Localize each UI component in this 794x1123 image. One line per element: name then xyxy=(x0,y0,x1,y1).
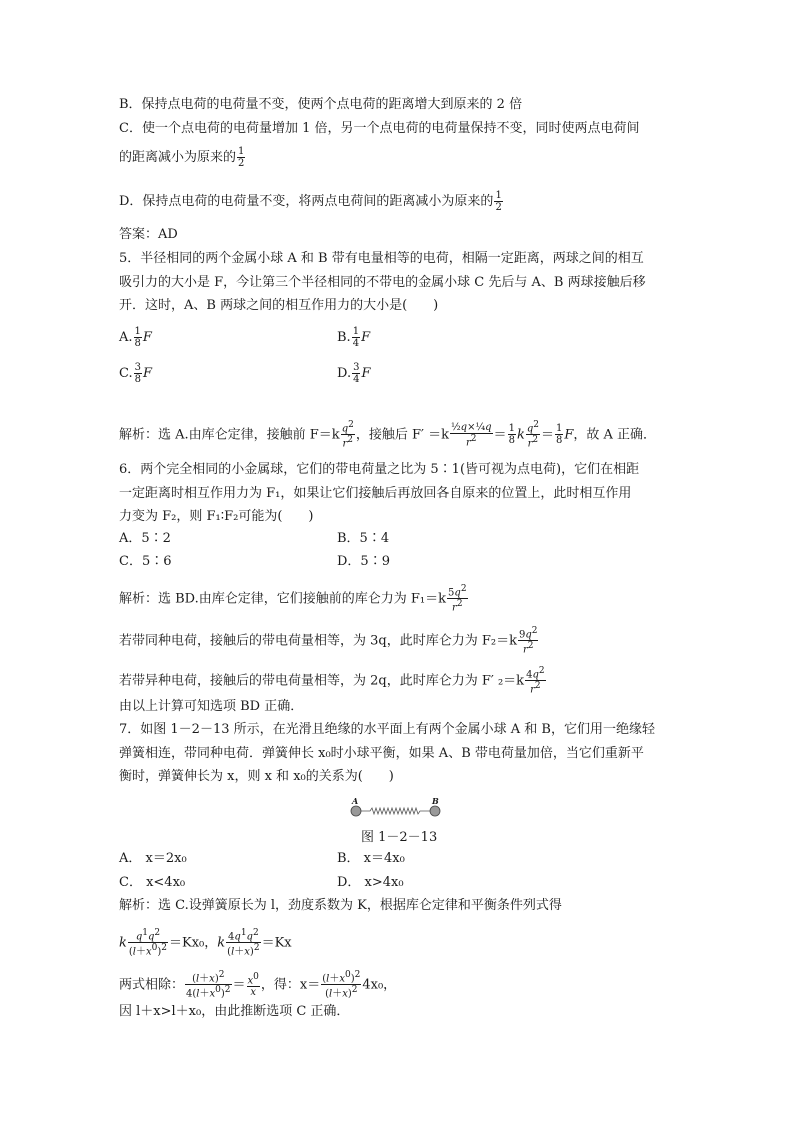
q5-solution: 解析：选 A.由库仑定律，接触前 F＝k $\frac{q^2}{r^2}$ ，接触后 F′ ＝k $\frac{\text{½q×¼q}}{r^2}$ ＝ $\frac{1}{8}$ k $\frac{q^2}{r^2}$ ＝ $\frac{1}{8}$ F，故 A 正确． xyxy=(119,420,657,450)
ball-a xyxy=(351,806,361,816)
answer-line: 答案：AD xyxy=(119,227,178,242)
q7-solution-line4: 因 l＋x>l＋x₀，由此推断选项 C 正确． xyxy=(119,1004,350,1019)
q6-option-c: C．5∶6 xyxy=(119,554,172,569)
q6-solution-line4: 由以上计算可知选项 BD 正确． xyxy=(119,699,304,714)
option-d-text: D．保持点电荷的电荷量不变，将两点电荷间的距离减小为原来的 $\frac{1}{2}$ xyxy=(119,190,502,213)
ball-b xyxy=(430,806,440,816)
q5-option-d: D. $\frac{3}{4}$ F xyxy=(337,362,371,385)
figure-caption: 图 1－2－13 xyxy=(361,830,438,845)
q6-solution-line1: 解析：选 BD.由库仑定律，它们接触前的库仑力为 F₁＝k $\frac{5q^2}{r^2}$ xyxy=(119,584,467,614)
q5-option-b: B. $\frac{1}{4}$ F xyxy=(337,326,371,349)
q6-option-a: A．5∶2 xyxy=(119,531,171,546)
ball-b-label: B xyxy=(432,796,439,806)
q7-stem-line3: 衡时，弹簧伸长为 x，则 x 和 x₀的关系为( ) xyxy=(119,769,394,784)
q6-solution-line2: 若带同种电荷，接触后的带电荷量相等，为 3q，此时库仑力为 F₂＝k $\frac{9q^2}{r^2}$ xyxy=(119,626,538,656)
q6-stem-line2: 一定距离时相互作用力为 F₁，如果让它们接触后再放回各自原来的位置上，此时相互作用 xyxy=(119,486,632,501)
q6-option-d: D．5∶9 xyxy=(337,554,390,569)
q7-option-b: B． x＝4x₀ xyxy=(337,851,405,866)
q5-stem-line3: 开．这时，A、B 两球之间的相互作用力的大小是( ) xyxy=(119,298,439,313)
q7-solution-line3: 两式相除： $\frac{(l+x)^2}{4(l+x^0)^2}$ ＝ $\frac{x^0}{x}$ ，得：x＝ $\frac{(l+x^0)^2}{(l+x)^2}$ 4x₀， xyxy=(119,970,397,1000)
option-b-text: B．保持点电荷的电荷量不变，使两个点电荷的距离增大到原来的 2 倍 xyxy=(119,97,523,112)
q7-option-c: C． x<4x₀ xyxy=(119,875,186,890)
q7-solution-line2: k $\frac{q^1q^2}{(l+x^0)^2}$ ＝Kx₀，k $\frac{4q^1q^2}{(l+x)^2}$ ＝Kx xyxy=(119,928,292,958)
q5-option-a: A. $\frac{1}{8}$ F xyxy=(119,326,152,349)
option-c-text-line2: 的距离减小为原来的 $\frac{1}{2}$ xyxy=(119,146,245,169)
q7-option-a: A． x＝2x₀ xyxy=(119,851,187,866)
q6-solution-line3: 若带异种电荷，接触后的带电荷量相等，为 2q，此时库仑力为 F′ ₂＝k $\frac{4q^2}{r^2}$ xyxy=(119,666,545,696)
option-c-text-line1: C．使一个点电荷的电荷量增加 1 倍，另一个点电荷的电荷量保持不变，同时使两点电荷间 xyxy=(119,121,640,136)
q7-option-d: D． x>4x₀ xyxy=(337,875,404,890)
q7-stem-line2: 弹簧相连，带同种电荷．弹簧伸长 x₀时小球平衡，如果 A、B 带电荷量加倍，当它们重新平 xyxy=(119,746,644,761)
spring-figure xyxy=(345,796,445,818)
q6-stem-line1: 6．两个完全相同的小金属球，它们的带电荷量之比为 5∶1(皆可视为点电荷)，它们在相距 xyxy=(119,462,640,477)
ball-a-label: A xyxy=(352,796,359,806)
q5-stem-line2: 吸引力的大小是 F，今让第三个半径相同的不带电的金属小球 C 先后与 A、B 两球接触后移 xyxy=(119,275,646,290)
q5-option-c: C. $\frac{3}{8}$ F xyxy=(119,362,153,385)
q7-stem-line1: 7．如图 1－2－13 所示，在光滑且绝缘的水平面上有两个金属小球 A 和 B，它们用一绝缘轻 xyxy=(119,722,655,737)
q6-stem-line3: 力变为 F₂，则 F₁∶F₂可能为( ) xyxy=(119,509,314,524)
q7-solution-line1: 解析：选 C.设弹簧原长为 l，劲度系数为 K，根据库仑定律和平衡条件列式得 xyxy=(119,898,562,913)
q6-option-b: B．5∶4 xyxy=(337,531,390,546)
q5-stem-line1: 5．半径相同的两个金属小球 A 和 B 带有电量相等的电荷，相隔一定距离，两球之间的相互 xyxy=(119,251,644,266)
spring xyxy=(360,808,430,814)
